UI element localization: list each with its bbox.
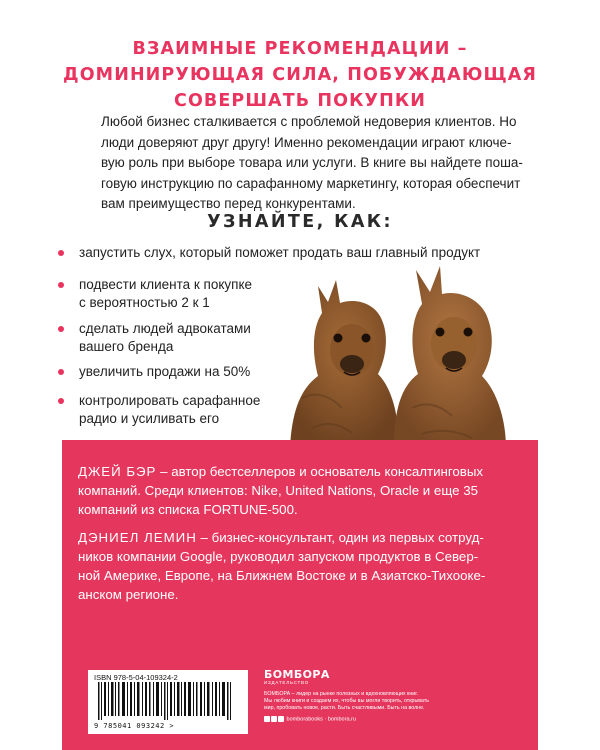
alpacas-photo bbox=[282, 258, 510, 448]
headline bbox=[0, 36, 600, 114]
intro-line: люди доверяют друг другу! Именно рекомендации играют ключе- bbox=[101, 134, 512, 150]
barcode bbox=[88, 670, 248, 734]
bullet-dot-icon bbox=[58, 250, 64, 256]
headline-line-1: ВЗАИМНЫЕ РЕКОМЕНДАЦИИ – bbox=[132, 39, 468, 59]
author-bio-text: – автор бестселлеров и основатель консалтинговых bbox=[156, 464, 484, 479]
bullet-dot-icon bbox=[58, 326, 64, 332]
right-alpaca bbox=[394, 266, 506, 448]
bullet-text: контролировать сарафанное bbox=[79, 393, 261, 408]
bullet-text: запустить слух, который поможет продать ваш главный продукт bbox=[79, 245, 481, 260]
publisher-logo: БОМБОРА bbox=[264, 668, 330, 681]
bullet-dot-icon bbox=[58, 282, 64, 288]
author-name: ДЭНИЕЛ ЛЕМИН bbox=[78, 530, 197, 545]
headline-line-3: СОВЕРШАТЬ ПОКУПКИ bbox=[174, 91, 426, 111]
bullet-text: подвести клиента к покупке bbox=[79, 277, 253, 292]
isbn-text: ISBN 978-5-04-109324-2 bbox=[94, 673, 178, 682]
bullet-text: радио и усиливать его bbox=[79, 411, 220, 426]
bullet-text: вашего бренда bbox=[79, 339, 174, 354]
author-name: ДЖЕЙ БЭР bbox=[78, 464, 157, 479]
social-icon bbox=[271, 716, 277, 722]
social-icon bbox=[278, 716, 284, 722]
publisher-links bbox=[264, 716, 514, 722]
intro-line: говую инструкцию по сарафанному маркетингу, которая обеспечит bbox=[101, 175, 521, 191]
publisher-desc-line: мир, пробовать новое, расти. Быть счастливыми. Быть на волне. bbox=[264, 705, 425, 711]
publisher-description bbox=[264, 691, 514, 712]
intro-line: Любой бизнес сталкивается с проблемой недоверия клиентов. Но bbox=[101, 114, 517, 129]
bullet-dot-icon bbox=[58, 398, 64, 404]
author-bio-line: компаний. Среди клиентов: Nike, United Nations, Oracle и еще 35 bbox=[78, 483, 478, 498]
bullet-text: увеличить продажи на 50% bbox=[79, 364, 251, 379]
author-bio-line: анском регионе. bbox=[78, 587, 179, 602]
author-bio bbox=[78, 528, 485, 604]
alpacas-illustration bbox=[282, 258, 510, 448]
intro-line: вую роль при выборе товара или услуги. В книге вы найдете поша- bbox=[101, 155, 523, 170]
barcode-digits: 9 785041 093242 > bbox=[94, 722, 175, 730]
author-bio-line: ной Америке, Европе, на Ближнем Востоке и в Азиатско-Тихооке- bbox=[78, 568, 486, 583]
author-bio bbox=[78, 462, 483, 519]
learn-title: УЗНАЙТЕ, КАК: bbox=[207, 212, 393, 232]
publisher-desc-line: Мы любим книги и создаем их, чтобы вы могли творить, открывать bbox=[264, 698, 430, 704]
intro-line: вам преимущество перед конкурентами. bbox=[101, 196, 356, 211]
publisher-links-text: bomborabooks · bombora.ru bbox=[286, 716, 356, 723]
publisher-block bbox=[264, 668, 514, 722]
author-bio-line: компаний из списка FORTUNE-500. bbox=[78, 502, 298, 517]
bullet-dot-icon bbox=[58, 369, 64, 375]
author-bio-line: ников компании Google, руководил запуском продуктов в Север- bbox=[78, 549, 479, 564]
publisher-desc-line: БОМБОРА – лидер на рынке полезных и вдохновляющих книг. bbox=[264, 691, 419, 697]
author-bio-text: – бизнес-консультант, один из первых сотруд- bbox=[196, 530, 484, 545]
publisher-subtitle: ИЗДАТЕЛЬСТВО bbox=[264, 680, 310, 685]
left-alpaca bbox=[290, 280, 398, 448]
headline-line-2: ДОМИНИРУЮЩАЯ СИЛА, ПОБУЖДАЮЩАЯ bbox=[63, 65, 537, 85]
intro-paragraph bbox=[101, 112, 523, 215]
bullet-text: сделать людей адвокатами bbox=[79, 321, 251, 336]
barcode-bars bbox=[98, 682, 238, 720]
bullet-text: с вероятностью 2 к 1 bbox=[79, 295, 210, 310]
social-icon bbox=[264, 716, 270, 722]
